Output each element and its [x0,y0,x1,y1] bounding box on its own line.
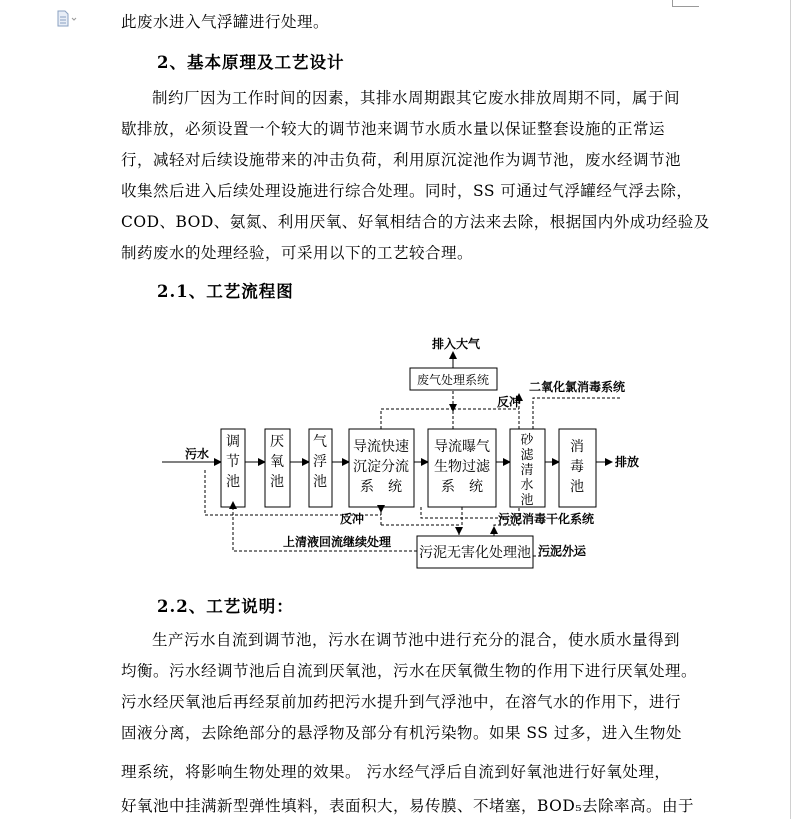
sludge-disinfection-label: 污泥消毒干化系统 [498,512,595,526]
sedimentation-label: 系 统 [360,479,402,495]
arrow-head [449,404,457,412]
sedimentation-label: 导流快速 [353,439,409,455]
outlet-label: 排放 [615,455,640,469]
sand-filter-label: 池 [520,493,534,508]
paragraph-line: 收集然后进入后续处理设施进行综合处理。同时，SS 可通过气浮罐经气浮去除， [121,182,693,200]
chlorine-line [533,398,621,429]
arrow-head [455,527,463,535]
arrow-head [490,526,498,534]
paragraph-line: 歇排放，必须设置一个较大的调节池来调节水质水量以保证整套设施的正常运 [121,120,666,138]
disinfection-label: 消 [570,439,584,455]
backwash-bottom-label: 反冲 [340,512,365,526]
aeration-filter-label: 系 统 [441,479,483,495]
anaerobic-pool-label: 氧 [270,454,284,470]
paragraph-line: 理系统，将影响生物处理的效果。 污水经气浮后自流到好氧池进行好氧处理， [121,763,671,781]
gas-collection-line [381,409,453,429]
intro-line: 此废水进入气浮罐进行处理。 [121,13,330,31]
aeration-filter-label: 生物过滤 [434,459,490,475]
sand-filter-label: 水 [520,478,534,493]
paragraph-line: 好氧池中挂满新型弹性填料，表面积大，易传膜、不堵塞，BOD₅去除率高。由于 [121,797,695,815]
sand-filter-label: 滤 [520,448,534,463]
document-icon[interactable] [56,10,78,28]
sludge-pool-label: 污泥无害化处理池 [419,545,531,561]
gas-treatment-label: 废气处理系统 [416,373,490,387]
tiaojie-pool-label: 池 [226,474,240,490]
exhaust-label: 排入大气 [432,337,481,351]
sedimentation-label: 沉淀分流 [353,459,409,475]
tiaojie-pool-label: 调 [226,434,240,450]
disinfection-label: 池 [570,479,584,495]
sludge-line [381,525,459,536]
anaerobic-pool-label: 池 [270,474,284,490]
arrow-head [377,505,385,513]
paragraph-line: 固液分离，去除绝部分的悬浮物及部分有机污染物。如果 SS 过多，进入生物处 [121,724,682,742]
aeration-filter-label: 导流曝气 [434,439,490,455]
section-2-1-heading: 2.1、工艺流程图 [157,282,294,301]
disinfection-label: 毒 [570,459,584,475]
page-edge [790,0,791,819]
page-corner-mark [672,0,699,7]
inlet-label: 污水 [185,447,210,461]
flotation-pool-label: 浮 [313,454,327,470]
paragraph-line: 污水经厌氧池后再经泵前加药把污水提升到气浮池中，在溶气水的作用下，进行 [121,693,682,711]
flotation-pool-label: 气 [313,434,327,450]
paragraph-line: 制约厂因为工作时间的因素，其排水周期跟其它废水排放周期不同，属于间 [152,89,681,107]
backwash-top-label: 反冲 [497,395,522,409]
paragraph-line: COD、BOD、氨氮、利用厌氧、好氧相结合的方法来去除，根据国内外成功经验及 [121,213,710,231]
paragraph-line: 制药废水的处理经验，可采用以下的工艺较合理。 [121,244,474,262]
paragraph-line: 行，减轻对后续设施带来的冲击负荷，利用原沉淀池作为调节池，废水经调节池 [121,151,682,169]
section-2-2-heading: 2.2、工艺说明： [157,597,294,616]
sand-filter-label: 砂 [520,433,534,448]
anaerobic-pool-label: 厌 [270,434,284,450]
tiaojie-pool-label: 节 [226,454,240,470]
flotation-pool-label: 池 [313,474,327,490]
sludge-out-label: 污泥外运 [538,544,587,558]
paragraph-line: 生产污水自流到调节池，污水在调节池中进行充分的混合，使水质水量得到 [152,631,681,649]
section-2-heading: 2、基本原理及工艺设计 [157,53,345,72]
sand-filter-label: 清 [520,463,534,478]
supernatant-return-label: 上清液回流继续处理 [283,535,392,549]
chlorine-system-label: 二氧化氯消毒系统 [529,380,626,394]
paragraph-line: 均衡。污水经调节池后自流到厌氧池，污水在厌氧微生物的作用下进行厌氧处理。 [121,662,698,680]
process-flow-diagram [150,324,650,584]
